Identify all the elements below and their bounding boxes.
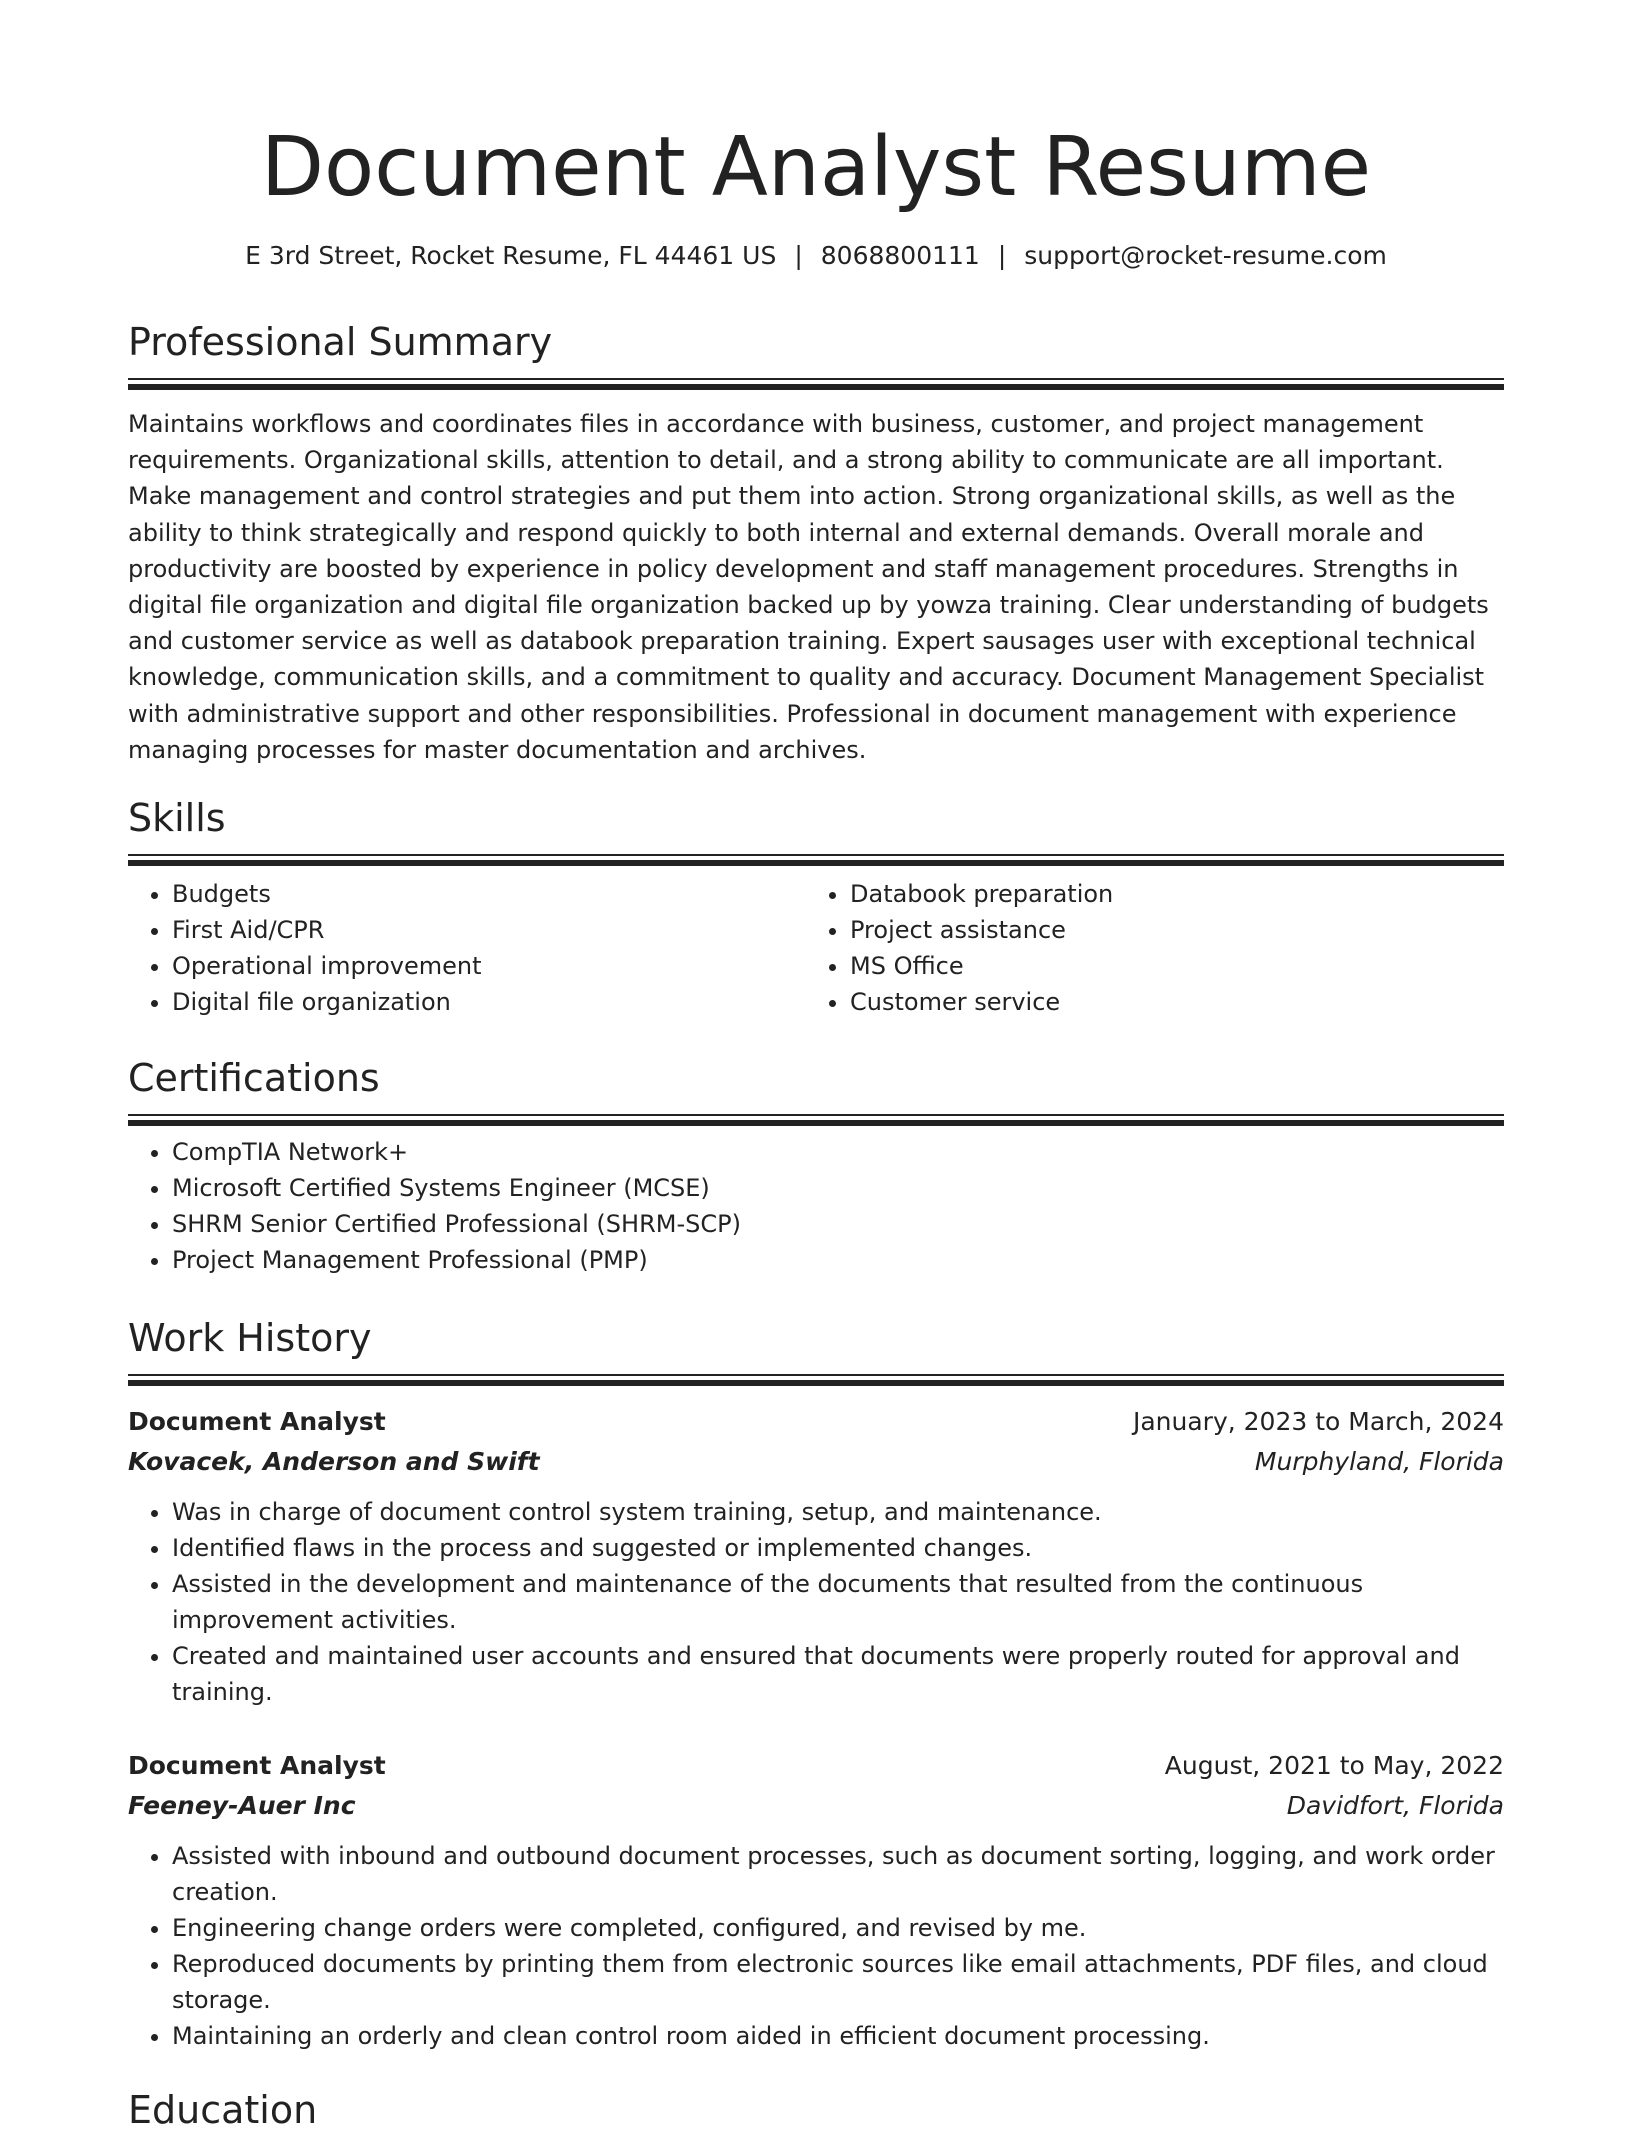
job-bullet: • Identified flaws in the process and suggested or implemented changes.	[172, 1530, 1504, 1566]
job-bullet: • Assisted with inbound and outbound document processes, such as document sorting, logging, and work order creation.	[172, 1838, 1504, 1910]
contact-address: E 3rd Street, Rocket Resume, FL 44461 US	[245, 241, 777, 270]
section-heading-certifications: Certifications	[128, 1056, 380, 1100]
contact-separator: |	[794, 241, 803, 270]
certification-item: • Project Management Professional (PMP)	[172, 1242, 1504, 1278]
job-location: Davidfort, Florida	[1286, 1791, 1504, 1820]
skill-item: • First Aid/CPR	[172, 912, 808, 948]
skills-column-left	[128, 876, 808, 1020]
job-entry	[128, 1746, 1504, 2054]
skills-section	[128, 794, 1504, 1016]
job-company: Feeney-Auer Inc	[128, 1791, 356, 1820]
job-location: Murphyland, Florida	[1254, 1447, 1504, 1476]
job-subheader-row	[128, 1786, 1504, 1826]
section-rule	[128, 1374, 1504, 1376]
certifications-list	[128, 1134, 1504, 1278]
skill-item: • Customer service	[850, 984, 1486, 1020]
job-header-row	[128, 1402, 1504, 1442]
job-title: Document Analyst	[128, 1407, 386, 1436]
job-bullet: • Assisted in the development and maintenance of the documents that resulted from the continuous improvement activities.	[172, 1566, 1504, 1638]
job-company: Kovacek, Anderson and Swift	[128, 1447, 540, 1476]
certifications-section	[128, 1054, 1504, 1274]
contact-line	[128, 240, 1504, 272]
job-bullets	[128, 1494, 1504, 1710]
resume-title: Document Analyst Resume	[260, 120, 1372, 215]
education-section	[128, 2086, 1504, 2134]
job-dates: January, 2023 to March, 2024	[1132, 1407, 1504, 1436]
skill-item: • Databook preparation	[850, 876, 1486, 912]
skills-column-right	[806, 876, 1486, 1020]
summary-text: Maintains workflows and coordinates files in accordance with business, customer, and project management requirements. Organizational skills, attention to detail, and a strong ability to communicate are all important. Make management and control strategies and put them into action. Strong organizational skills, as well as the ability to think strategically and respond quickly to both internal and external demands. Overall morale and productivity are boosted by experience in policy development and staff management procedures. Strengths in digital file organization and digital file organization backed up by yowza training. Clear understanding of budgets and customer service as well as databook preparation training. Expert sausages user with exceptional technical knowledge, communication skills, and a commitment to quality and accuracy. Document Management Specialist with administrative support and other responsibilities. Professional in document management with experience managing processes for master documentation and archives.	[128, 410, 1489, 764]
skill-item: • Budgets	[172, 876, 808, 912]
section-rule	[128, 1120, 1504, 1126]
job-entry	[128, 1402, 1504, 1710]
contact-separator: |	[997, 241, 1007, 270]
skills-list-right	[806, 876, 1486, 1020]
section-heading-education: Education	[128, 2088, 318, 2132]
skill-item: • MS Office	[850, 948, 1486, 984]
job-dates: August, 2021 to May, 2022	[1164, 1751, 1504, 1780]
job-bullets	[128, 1838, 1504, 2054]
section-heading-skills: Skills	[128, 796, 226, 840]
certification-item: • CompTIA Network+	[172, 1134, 1504, 1170]
skill-item: • Project assistance	[850, 912, 1486, 948]
job-bullet: • Was in charge of document control system training, setup, and maintenance.	[172, 1494, 1504, 1530]
job-subheader-row	[128, 1442, 1504, 1482]
skill-item: • Operational improvement	[172, 948, 808, 984]
job-bullet: • Maintaining an orderly and clean control room aided in efficient document processing.	[172, 2018, 1504, 2054]
section-rule	[128, 384, 1504, 390]
summary-section	[128, 318, 1504, 764]
section-rule	[128, 854, 1504, 856]
contact-email: support@rocket-resume.com	[1024, 241, 1387, 270]
job-bullet: • Created and maintained user accounts and ensured that documents were properly routed for approval and training.	[172, 1638, 1504, 1710]
work-history-section	[128, 1314, 1504, 1362]
job-bullet: • Engineering change orders were completed, configured, and revised by me.	[172, 1910, 1504, 1946]
section-rule	[128, 378, 1504, 380]
section-rule	[128, 1380, 1504, 1386]
section-heading-work-history: Work History	[128, 1316, 372, 1360]
certification-item: • SHRM Senior Certified Professional (SHRM-SCP)	[172, 1206, 1504, 1242]
contact-phone: 8068800111	[820, 241, 980, 270]
section-rule	[128, 860, 1504, 866]
certifications-list-wrap	[128, 1134, 1504, 1278]
certification-item: • Microsoft Certified Systems Engineer (MCSE)	[172, 1170, 1504, 1206]
job-header-row	[128, 1746, 1504, 1786]
skills-columns	[128, 876, 1504, 1026]
skill-item: • Digital file organization	[172, 984, 808, 1020]
job-title: Document Analyst	[128, 1751, 386, 1780]
section-rule	[128, 1114, 1504, 1116]
skills-list-left	[128, 876, 808, 1020]
section-heading-summary: Professional Summary	[128, 320, 553, 364]
job-bullet: • Reproduced documents by printing them from electronic sources like email attachments, PDF files, and cloud storage.	[172, 1946, 1504, 2018]
